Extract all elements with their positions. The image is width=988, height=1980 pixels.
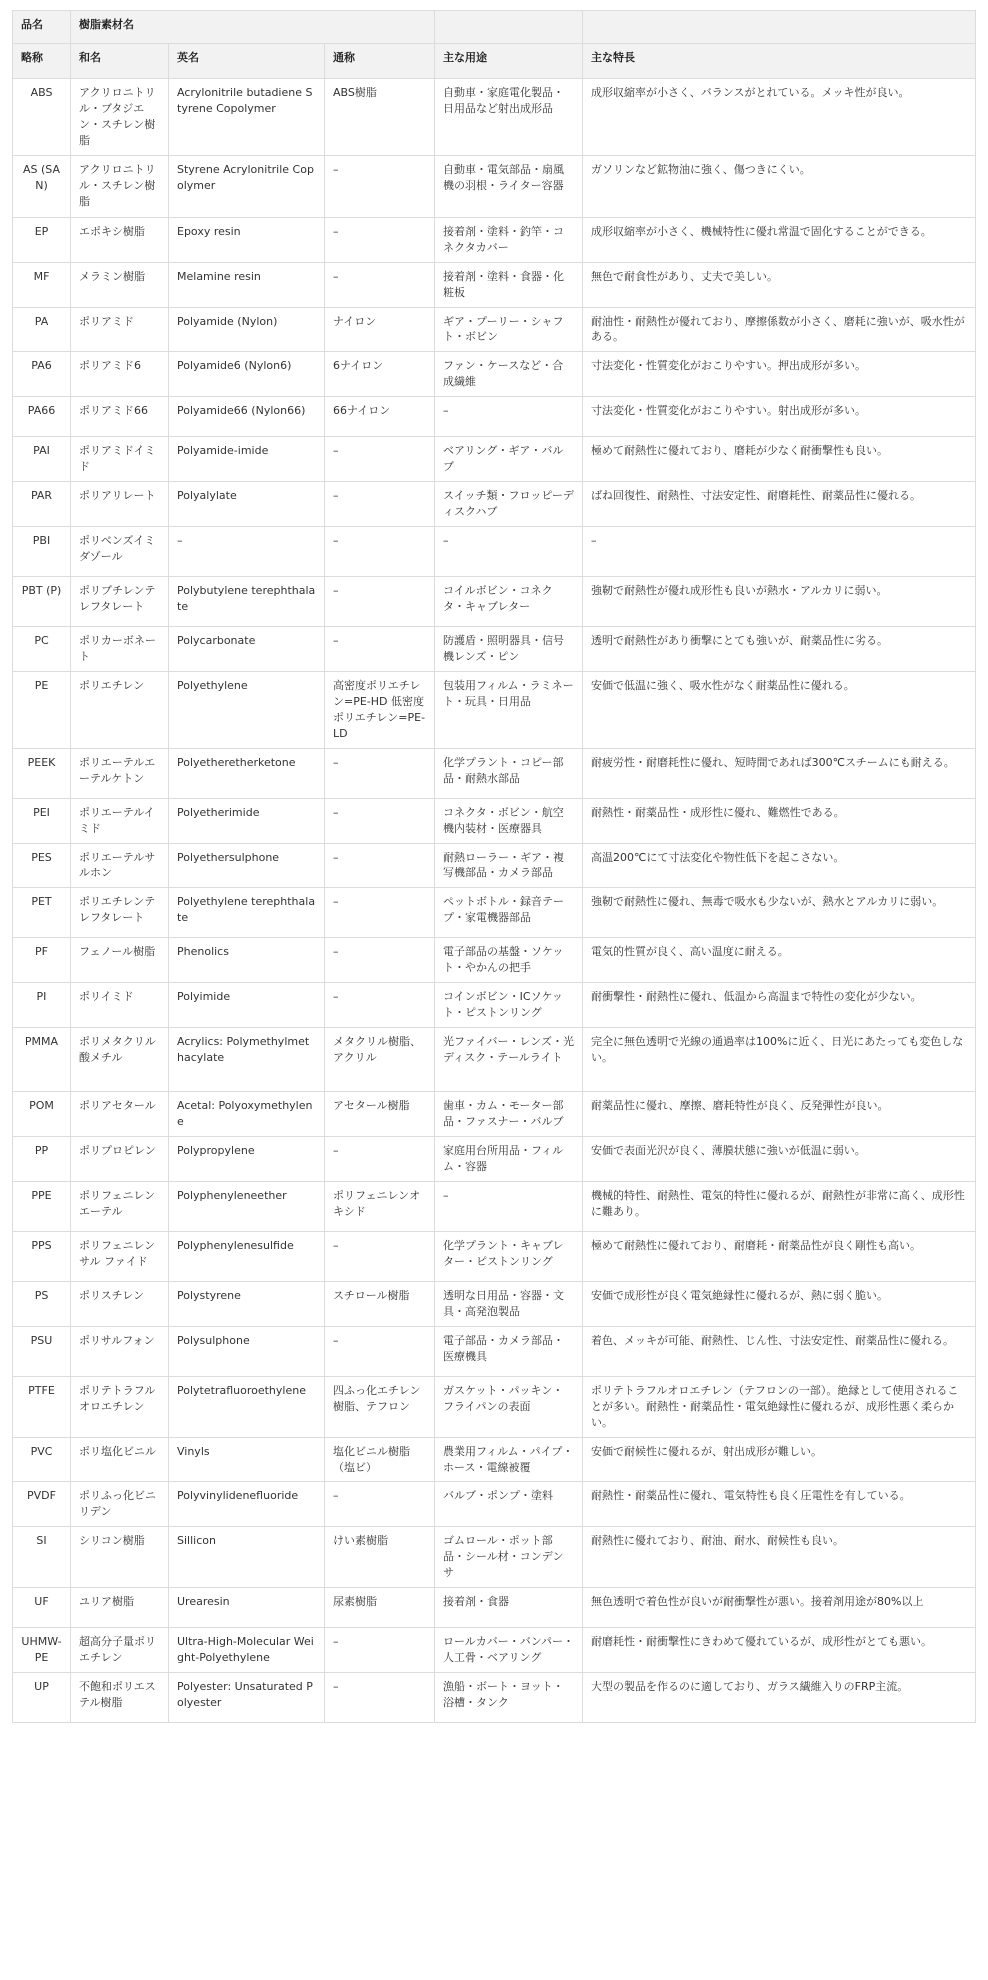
- cell-japanese-name: ポリエーテルイミド: [71, 798, 169, 843]
- table-row: [13, 155, 976, 217]
- cell-main-feature: 耐熱性・耐薬品性に優れ、電気特性も良く圧電性を有している。: [583, 1482, 976, 1527]
- cell-abbr: PSU: [13, 1326, 71, 1376]
- cell-english-name: Sillicon: [169, 1527, 325, 1588]
- cell-english-name: Polysulphone: [169, 1326, 325, 1376]
- cell-japanese-name: ユリア樹脂: [71, 1588, 169, 1628]
- cell-japanese-name: ポリエーテルエーテルケトン: [71, 748, 169, 798]
- header-eimei: 英名: [169, 44, 325, 79]
- cell-english-name: Polyphenylenesulfide: [169, 1231, 325, 1281]
- header-material: 樹脂素材名: [71, 11, 435, 44]
- resin-table: [12, 10, 976, 1723]
- table-row: [13, 983, 976, 1028]
- cell-main-feature: 安価で成形性が良く電気絶縁性に優れるが、熱に弱く脆い。: [583, 1281, 976, 1326]
- cell-abbr: PPS: [13, 1231, 71, 1281]
- cell-english-name: Polyethylene: [169, 671, 325, 748]
- cell-main-feature: 透明で耐熱性があり衝撃にとても強いが、耐薬品性に劣る。: [583, 627, 976, 672]
- cell-english-name: Polyvinylidenefluoride: [169, 1482, 325, 1527]
- cell-english-name: Polyphenyleneether: [169, 1181, 325, 1231]
- cell-japanese-name: ポリメタクリル酸メチル: [71, 1028, 169, 1092]
- cell-main-use: ゴムロール・ポット部品・シール材・コンデンサ: [435, 1527, 583, 1588]
- table-row: [13, 352, 976, 397]
- table-row: [13, 1326, 976, 1376]
- cell-main-feature: 着色、メッキが可能、耐熱性、じん性、寸法安定性、耐薬品性に優れる。: [583, 1326, 976, 1376]
- cell-english-name: Melamine resin: [169, 262, 325, 307]
- cell-main-feature: 耐薬品性に優れ、摩擦、磨耗特性が良く、反発弾性が良い。: [583, 1092, 976, 1137]
- cell-common-name: –: [325, 798, 435, 843]
- cell-japanese-name: ポリアミドイミド: [71, 437, 169, 482]
- cell-abbr: UP: [13, 1673, 71, 1723]
- cell-english-name: Polyamide-imide: [169, 437, 325, 482]
- header-blank-use: [435, 11, 583, 44]
- header-tokucho: 主な特長: [583, 44, 976, 79]
- table-row: [13, 577, 976, 627]
- cell-abbr: PET: [13, 888, 71, 938]
- table-row: [13, 748, 976, 798]
- table-row: [13, 938, 976, 983]
- cell-common-name: メタクリル樹脂、アクリル: [325, 1028, 435, 1092]
- cell-abbr: PC: [13, 627, 71, 672]
- cell-main-feature: 大型の製品を作るのに適しており、ガラス繊維入りのFRP主流。: [583, 1673, 976, 1723]
- cell-common-name: ポリフェニレンオキシド: [325, 1181, 435, 1231]
- cell-main-use: 耐熱ローラー・ギア・複写機部品・カメラ部品: [435, 843, 583, 888]
- cell-japanese-name: ポリベンズイミダゾール: [71, 527, 169, 577]
- cell-common-name: スチロール樹脂: [325, 1281, 435, 1326]
- cell-main-use: ギア・プーリー・シャフト・ボビン: [435, 307, 583, 352]
- cell-english-name: Polyester: Unsaturated Polyester: [169, 1673, 325, 1723]
- cell-common-name: アセタール樹脂: [325, 1092, 435, 1137]
- cell-japanese-name: 超高分子量ポリエチレン: [71, 1628, 169, 1673]
- table-row: [13, 307, 976, 352]
- cell-main-feature: 耐疲労性・耐磨耗性に優れ、短時間であれば300℃スチームにも耐える。: [583, 748, 976, 798]
- cell-abbr: PS: [13, 1281, 71, 1326]
- cell-japanese-name: ポリフェニレンエーテル: [71, 1181, 169, 1231]
- cell-main-feature: 耐熱性・耐薬品性・成形性に優れ、難燃性である。: [583, 798, 976, 843]
- cell-english-name: Urearesin: [169, 1588, 325, 1628]
- cell-main-use: 化学プラント・キャブレター・ピストンリング: [435, 1231, 583, 1281]
- cell-common-name: –: [325, 527, 435, 577]
- cell-japanese-name: フェノール樹脂: [71, 938, 169, 983]
- cell-main-use: ペットボトル・録音テープ・家電機器部品: [435, 888, 583, 938]
- table-row: [13, 79, 976, 156]
- table-row: [13, 217, 976, 262]
- cell-common-name: –: [325, 217, 435, 262]
- cell-japanese-name: ポリアミド66: [71, 397, 169, 437]
- cell-main-feature: 完全に無色透明で光線の通過率は100%に近く、日光にあたっても変色しない。: [583, 1028, 976, 1092]
- table-row: [13, 1527, 976, 1588]
- table-row: [13, 1137, 976, 1182]
- cell-abbr: PES: [13, 843, 71, 888]
- cell-japanese-name: 不飽和ポリエステル樹脂: [71, 1673, 169, 1723]
- cell-main-feature: 耐熱性に優れており、耐油、耐水、耐候性も良い。: [583, 1527, 976, 1588]
- cell-common-name: 塩化ビニル樹脂（塩ビ）: [325, 1437, 435, 1482]
- cell-main-feature: ガソリンなど鉱物油に強く、傷つきにくい。: [583, 155, 976, 217]
- cell-abbr: SI: [13, 1527, 71, 1588]
- cell-main-use: 家庭用台所用品・フィルム・容器: [435, 1137, 583, 1182]
- cell-main-use: 化学プラント・コピー部品・耐熱水部品: [435, 748, 583, 798]
- cell-main-use: ロールカバー・バンパー・人工骨・ベアリング: [435, 1628, 583, 1673]
- cell-common-name: –: [325, 1673, 435, 1723]
- cell-main-use: コネクタ・ボビン・航空機内装材・医療器具: [435, 798, 583, 843]
- cell-japanese-name: ポリアリレート: [71, 482, 169, 527]
- cell-abbr: PA66: [13, 397, 71, 437]
- table-row: [13, 671, 976, 748]
- cell-japanese-name: ポリエチレンテレフタレート: [71, 888, 169, 938]
- cell-japanese-name: ポリふっ化ビニリデン: [71, 1482, 169, 1527]
- cell-abbr: PF: [13, 938, 71, 983]
- table-row: [13, 1628, 976, 1673]
- cell-common-name: –: [325, 843, 435, 888]
- cell-japanese-name: ポリエーテルサルホン: [71, 843, 169, 888]
- cell-english-name: Acrylonitrile butadiene Styrene Copolymer: [169, 79, 325, 156]
- cell-japanese-name: ポリカーボネート: [71, 627, 169, 672]
- cell-english-name: Polyetherimide: [169, 798, 325, 843]
- header-tsusho: 通称: [325, 44, 435, 79]
- cell-main-feature: 成形収縮率が小さく、バランスがとれている。メッキ性が良い。: [583, 79, 976, 156]
- cell-main-feature: 寸法変化・性質変化がおこりやすい。押出成形が多い。: [583, 352, 976, 397]
- cell-english-name: Epoxy resin: [169, 217, 325, 262]
- cell-common-name: 高密度ポリエチレン=PE-HD 低密度ポリエチレン=PE-LD: [325, 671, 435, 748]
- cell-main-use: ガスケット・パッキン・フライパンの表面: [435, 1376, 583, 1437]
- cell-abbr: ABS: [13, 79, 71, 156]
- cell-common-name: –: [325, 1628, 435, 1673]
- cell-english-name: Polyamide66 (Nylon66): [169, 397, 325, 437]
- cell-main-feature: –: [583, 527, 976, 577]
- table-row: [13, 1181, 976, 1231]
- cell-abbr: PVC: [13, 1437, 71, 1482]
- table-row: [13, 527, 976, 577]
- cell-japanese-name: ポリプロピレン: [71, 1137, 169, 1182]
- cell-common-name: 6ナイロン: [325, 352, 435, 397]
- cell-main-use: 包装用フィルム・ラミネート・玩具・日用品: [435, 671, 583, 748]
- cell-abbr: PBI: [13, 527, 71, 577]
- cell-main-use: 自動車・家庭電化製品・日用品など射出成形品: [435, 79, 583, 156]
- table-row: [13, 1588, 976, 1628]
- cell-japanese-name: アクリロニトリル・スチレン樹脂: [71, 155, 169, 217]
- table-row: [13, 397, 976, 437]
- cell-english-name: Polyimide: [169, 983, 325, 1028]
- cell-common-name: ナイロン: [325, 307, 435, 352]
- cell-main-use: 歯車・カム・モーター部品・ファスナー・バルブ: [435, 1092, 583, 1137]
- table-row: [13, 1437, 976, 1482]
- cell-main-feature: 電気的性質が良く、高い温度に耐える。: [583, 938, 976, 983]
- cell-japanese-name: ポリブチレンテレフタレート: [71, 577, 169, 627]
- cell-main-feature: 寸法変化・性質変化がおこりやすい。射出成形が多い。: [583, 397, 976, 437]
- cell-common-name: –: [325, 748, 435, 798]
- cell-english-name: Polytetrafluoroethylene: [169, 1376, 325, 1437]
- table-row: [13, 1673, 976, 1723]
- cell-main-use: 透明な日用品・容器・文具・高発泡製品: [435, 1281, 583, 1326]
- cell-abbr: PTFE: [13, 1376, 71, 1437]
- cell-common-name: けい素樹脂: [325, 1527, 435, 1588]
- header-blank-feature: [583, 11, 976, 44]
- cell-japanese-name: ポリスチレン: [71, 1281, 169, 1326]
- cell-english-name: –: [169, 527, 325, 577]
- cell-abbr: EP: [13, 217, 71, 262]
- header-row-1: [13, 11, 976, 44]
- cell-main-feature: 耐油性・耐熱性が優れており、摩擦係数が小さく、磨耗に強いが、吸水性がある。: [583, 307, 976, 352]
- cell-english-name: Ultra-High-Molecular Weight-Polyethylene: [169, 1628, 325, 1673]
- header-row-2: [13, 44, 976, 79]
- cell-main-feature: 安価で表面光沢が良く、薄膜状態に強いが低温に弱い。: [583, 1137, 976, 1182]
- table-row: [13, 888, 976, 938]
- table-row: [13, 1482, 976, 1527]
- header-abbr: 略称: [13, 44, 71, 79]
- cell-english-name: Polystyrene: [169, 1281, 325, 1326]
- cell-abbr: PEEK: [13, 748, 71, 798]
- cell-japanese-name: ポリエチレン: [71, 671, 169, 748]
- cell-main-use: –: [435, 397, 583, 437]
- table-row: [13, 437, 976, 482]
- cell-main-use: 接着剤・食器: [435, 1588, 583, 1628]
- cell-main-feature: 強靭で耐熱性が優れ成形性も良いが熱水・アルカリに弱い。: [583, 577, 976, 627]
- cell-english-name: Polycarbonate: [169, 627, 325, 672]
- cell-main-feature: 極めて耐熱性に優れており、耐磨耗・耐薬品性が良く剛性も高い。: [583, 1231, 976, 1281]
- cell-japanese-name: アクリロニトリル・ブタジエン・スチレン樹脂: [71, 79, 169, 156]
- cell-main-use: 防護盾・照明器具・信号機レンズ・ピン: [435, 627, 583, 672]
- cell-common-name: –: [325, 155, 435, 217]
- cell-japanese-name: メラミン樹脂: [71, 262, 169, 307]
- cell-english-name: Polyethylene terephthalate: [169, 888, 325, 938]
- cell-japanese-name: ポリテトラフルオロエチレン: [71, 1376, 169, 1437]
- table-row: [13, 1028, 976, 1092]
- cell-abbr: PI: [13, 983, 71, 1028]
- cell-common-name: ABS樹脂: [325, 79, 435, 156]
- cell-english-name: Polypropylene: [169, 1137, 325, 1182]
- cell-common-name: –: [325, 888, 435, 938]
- cell-common-name: –: [325, 577, 435, 627]
- cell-main-feature: ばね回復性、耐熱性、寸法安定性、耐磨耗性、耐薬品性に優れる。: [583, 482, 976, 527]
- cell-english-name: Acetal: Polyoxymethylene: [169, 1092, 325, 1137]
- cell-main-use: 電子部品の基盤・ソケット・やかんの把手: [435, 938, 583, 983]
- cell-abbr: PP: [13, 1137, 71, 1182]
- cell-main-feature: 強靭で耐熱性に優れ、無毒で吸水も少ないが、熱水とアルカリに弱い。: [583, 888, 976, 938]
- table-row: [13, 1376, 976, 1437]
- cell-abbr: AS (SAN): [13, 155, 71, 217]
- cell-abbr: PA6: [13, 352, 71, 397]
- cell-common-name: –: [325, 1231, 435, 1281]
- cell-common-name: –: [325, 1326, 435, 1376]
- cell-japanese-name: ポリサルフォン: [71, 1326, 169, 1376]
- header-wamei: 和名: [71, 44, 169, 79]
- cell-main-use: 農業用フィルム・パイプ・ホース・電線被覆: [435, 1437, 583, 1482]
- cell-main-feature: 成形収縮率が小さく、機械特性に優れ常温で固化することができる。: [583, 217, 976, 262]
- cell-common-name: –: [325, 1137, 435, 1182]
- cell-japanese-name: エポキシ樹脂: [71, 217, 169, 262]
- table-row: [13, 1281, 976, 1326]
- cell-main-use: 接着剤・塗料・食器・化粧板: [435, 262, 583, 307]
- cell-abbr: PE: [13, 671, 71, 748]
- cell-abbr: UHMW-PE: [13, 1628, 71, 1673]
- cell-common-name: –: [325, 983, 435, 1028]
- cell-common-name: 66ナイロン: [325, 397, 435, 437]
- cell-abbr: PBT (P): [13, 577, 71, 627]
- cell-main-feature: 安価で耐候性に優れるが、射出成形が難しい。: [583, 1437, 976, 1482]
- cell-abbr: PAI: [13, 437, 71, 482]
- cell-english-name: Polybutylene terephthalate: [169, 577, 325, 627]
- cell-common-name: 四ふっ化エチレン樹脂、テフロン: [325, 1376, 435, 1437]
- cell-japanese-name: ポリアミド: [71, 307, 169, 352]
- cell-abbr: PA: [13, 307, 71, 352]
- cell-abbr: POM: [13, 1092, 71, 1137]
- cell-main-use: バルブ・ポンプ・塗料: [435, 1482, 583, 1527]
- cell-common-name: 尿素樹脂: [325, 1588, 435, 1628]
- cell-english-name: Polyalylate: [169, 482, 325, 527]
- cell-abbr: PVDF: [13, 1482, 71, 1527]
- cell-english-name: Styrene Acrylonitrile Copolymer: [169, 155, 325, 217]
- cell-main-feature: 極めて耐熱性に優れており、磨耗が少なく耐衝撃性も良い。: [583, 437, 976, 482]
- cell-main-use: 光ファイバー・レンズ・光ディスク・テールライト: [435, 1028, 583, 1092]
- cell-main-feature: 無色透明で着色性が良いが耐衝撃性が悪い。接着剤用途が80%以上: [583, 1588, 976, 1628]
- cell-common-name: –: [325, 482, 435, 527]
- table-row: [13, 262, 976, 307]
- cell-english-name: Polyethersulphone: [169, 843, 325, 888]
- cell-main-feature: 安価で低温に強く、吸水性がなく耐薬品性に優れる。: [583, 671, 976, 748]
- table-body: [13, 79, 976, 1723]
- cell-english-name: Acrylics: Polymethylmethacylate: [169, 1028, 325, 1092]
- table-row: [13, 482, 976, 527]
- cell-english-name: Phenolics: [169, 938, 325, 983]
- cell-japanese-name: ポリ塩化ビニル: [71, 1437, 169, 1482]
- cell-main-feature: 高温200℃にて寸法変化や物性低下を起こさない。: [583, 843, 976, 888]
- cell-main-feature: 機械的特性、耐熱性、電気的特性に優れるが、耐熱性が非常に高く、成形性に難あり。: [583, 1181, 976, 1231]
- cell-english-name: Polyamide (Nylon): [169, 307, 325, 352]
- cell-japanese-name: シリコン樹脂: [71, 1527, 169, 1588]
- cell-common-name: –: [325, 627, 435, 672]
- cell-japanese-name: ポリアセタール: [71, 1092, 169, 1137]
- cell-main-use: 電子部品・カメラ部品・医療機具: [435, 1326, 583, 1376]
- cell-main-use: –: [435, 527, 583, 577]
- cell-abbr: PEI: [13, 798, 71, 843]
- cell-main-use: コイルボビン・コネクタ・キャブレター: [435, 577, 583, 627]
- table-header: [13, 11, 976, 79]
- cell-main-use: スイッチ類・フロッピーディスクハブ: [435, 482, 583, 527]
- cell-main-feature: 耐磨耗性・耐衝撃性にきわめて優れているが、成形性がとても悪い。: [583, 1628, 976, 1673]
- table-row: [13, 627, 976, 672]
- cell-japanese-name: ポリイミド: [71, 983, 169, 1028]
- cell-japanese-name: ポリフェニレンサル ファイド: [71, 1231, 169, 1281]
- cell-main-use: 自動車・電気部品・扇風機の羽根・ライター容器: [435, 155, 583, 217]
- cell-abbr: PAR: [13, 482, 71, 527]
- table-row: [13, 1231, 976, 1281]
- cell-english-name: Polyetheretherketone: [169, 748, 325, 798]
- cell-main-use: –: [435, 1181, 583, 1231]
- cell-main-feature: 耐衝撃性・耐熱性に優れ、低温から高温まで特性の変化が少ない。: [583, 983, 976, 1028]
- cell-common-name: –: [325, 1482, 435, 1527]
- cell-common-name: –: [325, 437, 435, 482]
- cell-abbr: MF: [13, 262, 71, 307]
- cell-english-name: Vinyls: [169, 1437, 325, 1482]
- cell-common-name: –: [325, 938, 435, 983]
- cell-japanese-name: ポリアミド6: [71, 352, 169, 397]
- cell-main-feature: ポリテトラフルオロエチレン（テフロンの一部）。絶縁として使用されることが多い。耐熱性・耐薬品性・電気絶縁性に優れるが、成形性悪く柔らかい。: [583, 1376, 976, 1437]
- cell-main-use: 接着剤・塗料・釣竿・コネクタカバー: [435, 217, 583, 262]
- cell-abbr: PPE: [13, 1181, 71, 1231]
- cell-main-use: ベアリング・ギア・バルブ: [435, 437, 583, 482]
- table-row: [13, 843, 976, 888]
- table-row: [13, 1092, 976, 1137]
- cell-main-use: ファン・ケースなど・合成繊維: [435, 352, 583, 397]
- cell-english-name: Polyamide6 (Nylon6): [169, 352, 325, 397]
- cell-abbr: PMMA: [13, 1028, 71, 1092]
- cell-common-name: –: [325, 262, 435, 307]
- table-row: [13, 798, 976, 843]
- header-hinmei: 品名: [13, 11, 71, 44]
- cell-abbr: UF: [13, 1588, 71, 1628]
- cell-main-use: 漁船・ボート・ヨット・浴槽・タンク: [435, 1673, 583, 1723]
- header-yoto: 主な用途: [435, 44, 583, 79]
- cell-main-feature: 無色で耐食性があり、丈夫で美しい。: [583, 262, 976, 307]
- cell-main-use: コインボビン・ICソケット・ピストンリング: [435, 983, 583, 1028]
